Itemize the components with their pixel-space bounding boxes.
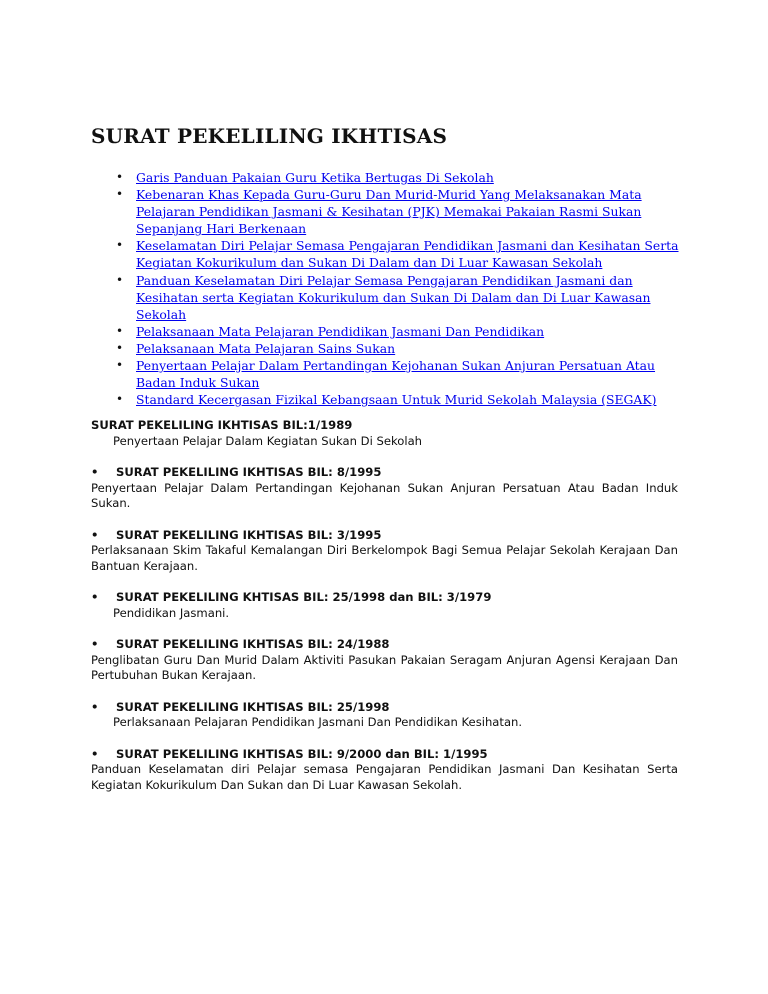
- circular-heading-text: SURAT PEKELILING KHTISAS BIL: 25/1998 dan BIL: 3/1979: [116, 590, 492, 604]
- circular-heading: [91, 590, 678, 606]
- bullet-icon: •: [116, 170, 124, 184]
- circular-description: Penglibatan Guru Dan Murid Dalam Aktiviti Pasukan Pakaian Seragam Anjuran Agensi Kerajaan Dan Pertubuhan Bukan Kerajaan.: [91, 652, 678, 682]
- list-item: [91, 272, 691, 323]
- link-keselamatan-diri[interactable]: Keselamatan Diri Pelajar Semasa Pengajaran Pendidikan Jasmani dan Kesihatan Serta Kegiatan Kokurikulum dan Sukan Di Dalam dan Di Luar Kawasan Sekolah: [136, 238, 679, 271]
- list-item: [91, 357, 691, 391]
- list-item: [91, 186, 691, 237]
- bullet-icon: •: [116, 187, 124, 202]
- page-title: SURAT PEKELILING IKHTISAS: [91, 124, 448, 148]
- link-sains-sukan[interactable]: Pelaksanaan Mata Pelajaran Sains Sukan: [136, 340, 396, 356]
- circular-entry: [91, 465, 678, 512]
- circular-heading-text: SURAT PEKELILING IKHTISAS BIL: 24/1988: [116, 637, 390, 651]
- circular-heading-text: SURAT PEKELILING IKHTISAS BIL: 3/1995: [116, 527, 382, 542]
- circular-description: Perlaksanaan Skim Takaful Kemalangan Diri Berkelompok Bagi Semua Pelajar Sekolah Kerajaan Dan Bantuan Kerajaan.: [91, 543, 678, 573]
- bullet-icon: •: [91, 746, 99, 761]
- circular-entry: [91, 418, 678, 449]
- circular-heading-text: SURAT PEKELILING IKHTISAS BIL: 25/1998: [116, 699, 390, 714]
- circular-entry: [91, 747, 678, 794]
- link-segak[interactable]: Standard Kecergasan Fizikal Kebangsaan Untuk Murid Sekolah Malaysia (SEGAK): [136, 392, 657, 408]
- link-kebenaran-khas[interactable]: Kebenaran Khas Kepada Guru-Guru Dan Murid-Murid Yang Melaksanakan Mata Pelajaran Pendidikan Jasmani & Kesihatan (PJK) Memakai Pakaian Rasmi Sukan Sepanjang Hari Berkenaan: [136, 187, 642, 237]
- circular-heading: [91, 465, 678, 481]
- bullet-icon: •: [116, 358, 124, 373]
- list-item: [91, 237, 691, 271]
- circular-description: Penyertaan Pelajar Dalam Pertandingan Kejohanan Sukan Anjuran Persatuan Atau Badan Induk Sukan.: [91, 480, 678, 510]
- circular-heading-text: SURAT PEKELILING IKHTISAS BIL: 8/1995: [116, 465, 382, 479]
- circular-heading: [91, 700, 678, 716]
- circular-description: Pendidikan Jasmani.: [113, 605, 230, 620]
- list-item: [91, 323, 691, 340]
- link-pakaian-guru[interactable]: Garis Panduan Pakaian Guru Ketika Bertugas Di Sekolah: [136, 170, 494, 185]
- link-list: [91, 169, 691, 408]
- bullet-icon: •: [116, 323, 124, 338]
- circular-entry: [91, 590, 678, 621]
- link-pendidikan-jasmani[interactable]: Pelaksanaan Mata Pelajaran Pendidikan Jasmani Dan Pendidikan: [136, 323, 545, 339]
- circular-description: Perlaksanaan Pelajaran Pendidikan Jasmani Dan Pendidikan Kesihatan.: [113, 715, 523, 729]
- circular-description: Penyertaan Pelajar Dalam Kegiatan Sukan Di Sekolah: [113, 433, 423, 448]
- link-panduan-keselamatan[interactable]: Panduan Keselamatan Diri Pelajar Semasa Pengajaran Pendidikan Jasmani dan Kesihatan serta Kegiatan Kokurikulum dan Sukan Di Dalam dan Di Luar Kawasan Sekolah: [136, 272, 651, 322]
- list-item: [91, 391, 691, 408]
- bullet-icon: •: [116, 340, 124, 355]
- list-item: [91, 169, 691, 186]
- circular-heading-text: SURAT PEKELILING IKHTISAS BIL: 9/2000 dan BIL: 1/1995: [116, 746, 488, 761]
- circular-heading: [91, 528, 678, 544]
- bullet-icon: •: [91, 465, 99, 479]
- circular-description: Panduan Keselamatan diri Pelajar semasa Pengajaran Pendidikan Jasmani Dan Kesihatan Serta Kegiatan Kokurikulum Dan Sukan dan Di Luar Kawasan Sekolah.: [91, 762, 678, 792]
- circular-entry: [91, 637, 678, 684]
- bullet-icon: •: [116, 238, 124, 253]
- circular-heading: [91, 747, 678, 763]
- circular-entry: [91, 700, 678, 731]
- bullet-icon: •: [116, 392, 124, 407]
- list-item: [91, 340, 691, 357]
- bullet-icon: •: [91, 590, 99, 604]
- circulars-section: [91, 418, 678, 809]
- bullet-icon: •: [91, 637, 99, 651]
- bullet-icon: •: [91, 527, 99, 542]
- circular-heading: SURAT PEKELILING IKHTISAS BIL:1/1989: [91, 418, 353, 432]
- circular-heading: [91, 637, 678, 653]
- bullet-icon: •: [91, 699, 99, 714]
- bullet-icon: •: [116, 272, 124, 287]
- circular-entry: [91, 528, 678, 575]
- link-penyertaan-pelajar[interactable]: Penyertaan Pelajar Dalam Pertandingan Kejohanan Sukan Anjuran Persatuan Atau Badan Induk Sukan: [136, 358, 656, 391]
